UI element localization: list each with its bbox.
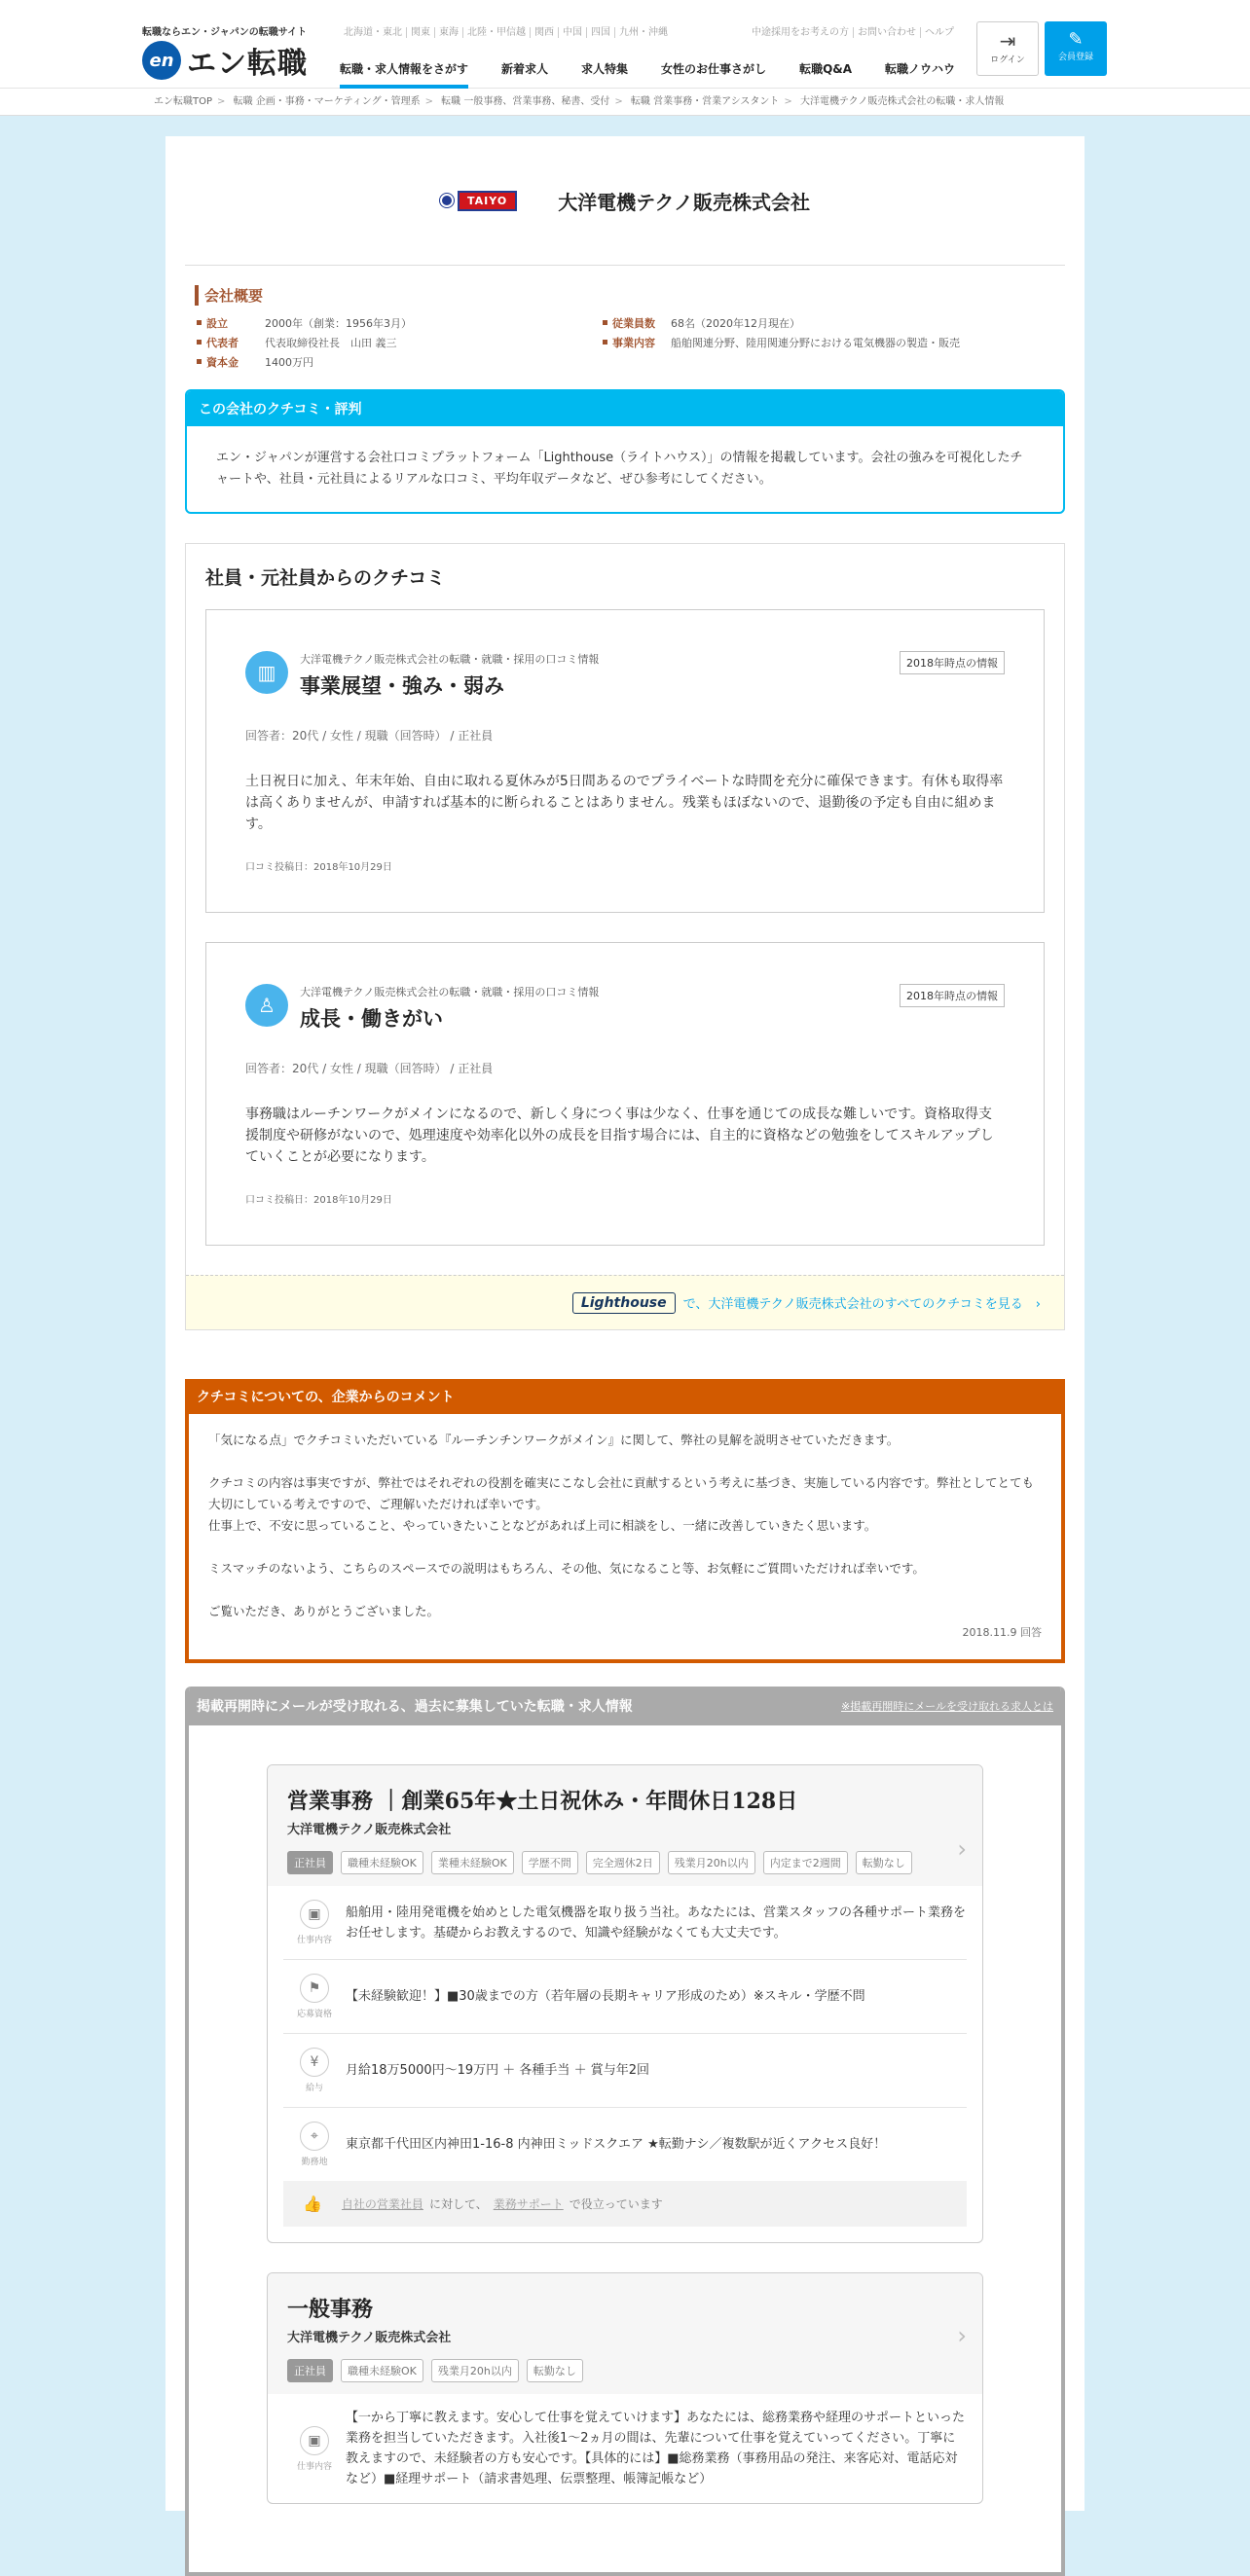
comment-date: 2018.11.9 回答 (962, 1626, 1042, 1639)
review-meta: 回答者：20代 / 女性 / 現職（回答時） / 正社員 (245, 1062, 494, 1075)
job-title[interactable]: 一般事務 (287, 2297, 374, 2322)
pencil-icon: ✎ (1068, 29, 1084, 50)
logo-text: エン転職 (187, 47, 308, 81)
breadcrumb-item[interactable]: 転職 営業事務・営業アシスタント (630, 96, 780, 107)
region-link[interactable]: 中国 (559, 27, 587, 38)
utility-links (748, 23, 958, 38)
job-tags (287, 1851, 963, 1874)
company-logo-mark (440, 194, 454, 207)
job-tag: 残業月20h以内 (431, 2359, 519, 2382)
job-footer-role[interactable]: 業務サポート (493, 2197, 564, 2211)
job-detail-text: 【一から丁寧に教えます。安心して仕事を覚えていけます】あなたには、総務業務や経理のサポートといった業務を担当していただきます。入社後1～2ヵ月の間は、先輩について仕事を覚えていってください。丁寧に教えますので、未経験者の方も安心です。【具体的には】■総務業務（事務用品の発注、来客応対、電話応対など）■経理サポート（請求書処理、伝票整理、帳簿記帳など） (346, 2411, 965, 2486)
job-tag: 学歴不問 (522, 1851, 578, 1874)
overview-label: 資本金 (195, 354, 265, 370)
review-info-title: この会社のクチコミ・評判 (187, 391, 1063, 426)
review-text: 土日祝日に加え、年末年始、自由に取れる夏休みが5日間あるのでプライベートな時間を充分に確保できます。有休も取得率は高くありませんが、申請すれば基本的に断られることはありません。残業もほぼないので、退勤後の予定も自由に組めます。 (245, 774, 1004, 832)
site-logo[interactable] (142, 39, 308, 82)
briefcase-icon: ▣ (300, 2426, 329, 2455)
overview-value: 1400万円 (265, 356, 313, 369)
job-tag: 正社員 (287, 2359, 333, 2382)
job-tags (287, 2359, 963, 2382)
overview-title: 会社概要 (195, 285, 1055, 306)
region-links (340, 23, 672, 38)
overview-label: 従業員数 (601, 315, 671, 331)
util-link-employers[interactable]: 中途採用をお考えの方 (748, 27, 854, 38)
reviews-title: 社員・元社員からのクチコミ (205, 567, 446, 589)
job-tag: 職種未経験OK (341, 2359, 423, 2382)
lighthouse-logo: Lighthouse (572, 1292, 676, 1314)
job-details (268, 1886, 982, 2181)
breadcrumb-item[interactable]: エン転職TOP (154, 96, 213, 107)
region-link[interactable]: 四国 (587, 27, 615, 38)
review-info-body: エン・ジャパンが運営する会社口コミプラットフォーム「Lighthouse（ライトハウス）」の情報を掲載しています。会社の強みを可視化したチャートや、社員・元社員によるリアルな口コミ、平均年収データなど、ぜひ参考にしてください。 (216, 451, 1023, 487)
comment-paragraph: クチコミの内容は事実ですが、弊社ではそれぞれの役割を確実にこなし会社に貢献するという考えに基づき、実施している内容です。弊社としてとても大切にしている考えですので、ご理解いただければ幸いです。 (208, 1475, 1035, 1511)
past-jobs-help-link[interactable]: ※掲載再開時にメールを受け取れる求人とは (841, 1700, 1053, 1713)
nav-features[interactable]: 求人特集 (581, 62, 629, 76)
job-card-header (268, 2273, 982, 2394)
main-nav (340, 58, 988, 89)
util-link-help[interactable]: ヘルプ (925, 27, 954, 38)
job-detail-label: 勤務地 (301, 2158, 328, 2167)
overview-row (195, 354, 601, 370)
nav-new-jobs[interactable]: 新着求人 (501, 62, 549, 76)
job-detail-label: 給与 (305, 2084, 323, 2093)
job-detail-text: 月給18万5000円～19万円 ＋ 各種手当 ＋ 賞与年2回 (346, 2063, 649, 2078)
job-tag: 転勤なし (527, 2359, 583, 2382)
job-company: 大洋電機テクノ販売株式会社 (287, 1823, 452, 1837)
overview-value: 68名（2020年12月現在） (671, 317, 800, 330)
job-tag: 転勤なし (856, 1851, 912, 1874)
overview-row (195, 315, 601, 331)
review-subtitle: 大洋電機テクノ販売株式会社の転職・就職・採用の口コミ情報 (300, 653, 600, 666)
util-link-contact[interactable]: お問い合わせ (854, 27, 921, 38)
job-footer-text: に対して、 (428, 2197, 488, 2211)
chevron-right-icon[interactable]: › (957, 1835, 967, 1863)
company-comment-title: クチコミについての、企業からのコメント (185, 1379, 1065, 1414)
job-detail-row (283, 1886, 967, 1960)
job-detail-row (283, 2394, 967, 2503)
job-detail-label: 応募資格 (296, 2010, 332, 2019)
region-link[interactable]: 関東 (407, 27, 435, 38)
main-content (165, 136, 1085, 2511)
review-card (205, 942, 1045, 1246)
company-header (185, 136, 1065, 266)
job-company: 大洋電機テクノ販売株式会社 (287, 2331, 452, 2345)
nav-women[interactable]: 女性のお仕事さがし (661, 62, 767, 76)
job-tag: 残業月20h以内 (668, 1851, 755, 1874)
overview-row (601, 315, 1010, 331)
comment-paragraph: 「気になる点」でクチコミいただいている『ルーチンチンワークがメイン』に関して、弊社の見解を説明させていただきます。 (208, 1433, 900, 1447)
chart-icon: ▥ (245, 651, 288, 694)
job-detail-text: 船舶用・陸用発電機を始めとした電気機器を取り扱う当社。あなたには、営業スタッフの各種サポート業務をお任せします。基礎からお教えするので、知識や経験がなくても大丈夫です。 (346, 1905, 967, 1941)
job-tag: 完全週休2日 (586, 1851, 660, 1874)
region-link[interactable]: 北陸・甲信越 (463, 27, 531, 38)
overview-value: 船舶関連分野、陸用関連分野における電気機器の製造・販売 (671, 337, 960, 349)
job-footer-target[interactable]: 自社の営業社員 (341, 2197, 423, 2211)
breadcrumb-item[interactable]: 転職 企画・事務・マーケティング・管理系 (233, 96, 421, 107)
past-jobs-title: 掲載再開時にメールが受け取れる、過去に募集していた転職・求人情報 (197, 1699, 633, 1715)
login-label: ログイン (990, 55, 1025, 65)
job-detail-label: 仕事内容 (296, 2461, 332, 2472)
location-pin-icon: ⌖ (300, 2122, 329, 2151)
job-card[interactable] (267, 1764, 983, 2243)
review-subtitle: 大洋電機テクノ販売株式会社の転職・就職・採用の口コミ情報 (300, 986, 600, 998)
chevron-right-icon[interactable]: › (957, 2322, 967, 2349)
overview-row (195, 335, 601, 350)
job-footer-text: で役立っています (569, 2197, 663, 2211)
region-link[interactable]: 北海道・東北 (340, 27, 407, 38)
breadcrumb-item[interactable]: 転職 一般事務、営業事務、秘書、受付 (441, 96, 610, 107)
thumbs-up-icon: 👍 (303, 2195, 322, 2213)
person-icon: ♙ (245, 984, 288, 1027)
register-label: 会員登録 (1057, 53, 1093, 62)
review-date: 口コミ投稿日：2018年10月29日 (245, 862, 392, 873)
breadcrumb-item: 大洋電機テクノ販売株式会社の転職・求人情報 (799, 96, 1005, 107)
site-header (0, 0, 1250, 89)
job-details (268, 2394, 982, 2503)
review-meta: 回答者：20代 / 女性 / 現職（回答時） / 正社員 (245, 729, 494, 743)
overview-label: 事業内容 (601, 335, 671, 350)
overview-label: 代表者 (195, 335, 265, 350)
job-detail-label: 仕事内容 (296, 1936, 332, 1945)
register-button[interactable] (1045, 21, 1107, 76)
job-detail-text: 東京都千代田区内神田1-16-8 内神田ミッドスクエア ★転勤ナシ／複数駅が近くアクセス良好！ (346, 2137, 887, 2152)
logo-en-mark: en (142, 41, 181, 80)
nav-search-jobs[interactable]: 転職・求人情報をさがす (340, 58, 468, 89)
company-comment-body (189, 1414, 1061, 1659)
briefcase-icon: ▣ (300, 1900, 329, 1929)
region-link[interactable]: 関西 (531, 27, 559, 38)
login-button[interactable] (976, 21, 1039, 76)
review-text: 事務職はルーチンワークがメインになるので、新しく身につく事は少なく、仕事を通じての成長な難しいです。資格取得支援制度や研修がないので、処理速度や効率化以外の成長を目指す場合には、自主的に資格などの勉強をしてスキルアップしていくことが必要になります。 (245, 1107, 994, 1165)
job-tag: 内定まで2週間 (763, 1851, 848, 1874)
past-jobs-header (185, 1687, 1065, 1725)
comment-paragraph: ミスマッチのないよう、こちらのスペースでの説明はもちろん、その他、気になること等、お気軽にご質問いただければ幸いです。 (208, 1561, 925, 1576)
comment-paragraph: 仕事上で、不安に思っていること、やっていきたいことなどがあれば上司に相談をし、一緒に改善していきたく思います。 (208, 1518, 877, 1533)
job-detail-row (283, 1960, 967, 2034)
review-info-box (185, 389, 1065, 514)
overview-value: 2000年（創業：1956年3月） (265, 317, 412, 330)
reviews-section (185, 543, 1065, 1330)
nav-knowhow[interactable]: 転職ノウハウ (885, 62, 956, 76)
job-footer (283, 2181, 967, 2227)
login-icon: ⇥ (999, 29, 1016, 53)
overview-row (601, 335, 1010, 350)
comment-paragraph: ご覧いただき、ありがとうございました。 (208, 1604, 440, 1618)
job-title[interactable]: 営業事務 ｜創業65年★土日祝休み・年間休日128日 (287, 1789, 798, 1814)
job-detail-row (283, 2034, 967, 2108)
job-detail-row (283, 2108, 967, 2181)
yen-icon: ¥ (300, 2048, 329, 2077)
region-link[interactable]: 東海 (435, 27, 463, 38)
overview-value: 代表取締役社長 山田 義三 (265, 337, 397, 349)
bookmark-icon: ⚑ (300, 1974, 329, 2003)
company-comment-box (185, 1379, 1065, 1663)
job-card-header (268, 1765, 982, 1886)
review-card (205, 609, 1045, 913)
review-year-badge: 2018年時点の情報 (900, 984, 1005, 1007)
review-date: 口コミ投稿日：2018年10月29日 (245, 1195, 392, 1206)
review-title: 事業展望・強み・弱み (300, 674, 504, 698)
region-link[interactable]: 九州・沖縄 (619, 27, 668, 38)
review-year-badge: 2018年時点の情報 (900, 651, 1005, 674)
job-tag: 正社員 (287, 1851, 333, 1874)
company-logo (440, 191, 517, 211)
lighthouse-all-reviews-link[interactable] (186, 1275, 1064, 1329)
past-jobs-section (185, 1687, 1065, 2576)
company-name: 大洋電機テクノ販売株式会社 (558, 190, 810, 214)
breadcrumb: エン転職TOP > 転職 企画・事務・マーケティング・管理系 > 転職 一般事務、営業事務、秘書、受付 > 転職 営業事務・営業アシスタント > 大洋電機テクノ販売株式会社の転職・求人情報 (0, 89, 1250, 116)
company-logo-text: TAIYO (458, 191, 517, 211)
logo-tagline: 転職ならエン・ジャパンの転職サイト (142, 27, 308, 38)
company-overview (165, 266, 1085, 370)
job-tag: 業種未経験OK (431, 1851, 514, 1874)
nav-qa[interactable]: 転職Q&A (799, 62, 853, 76)
review-title: 成長・働きがい (300, 1007, 443, 1031)
lighthouse-link-text: で、大洋電機テクノ販売株式会社のすべてのクチコミを見る › (682, 1297, 1041, 1312)
overview-label: 設立 (195, 315, 265, 331)
job-detail-text: 【未経験歓迎！】■30歳までの方（若年層の長期キャリア形成のため）※スキル・学歴不問 (346, 1989, 865, 2004)
job-tag: 職種未経験OK (341, 1851, 423, 1874)
job-card[interactable] (267, 2272, 983, 2504)
